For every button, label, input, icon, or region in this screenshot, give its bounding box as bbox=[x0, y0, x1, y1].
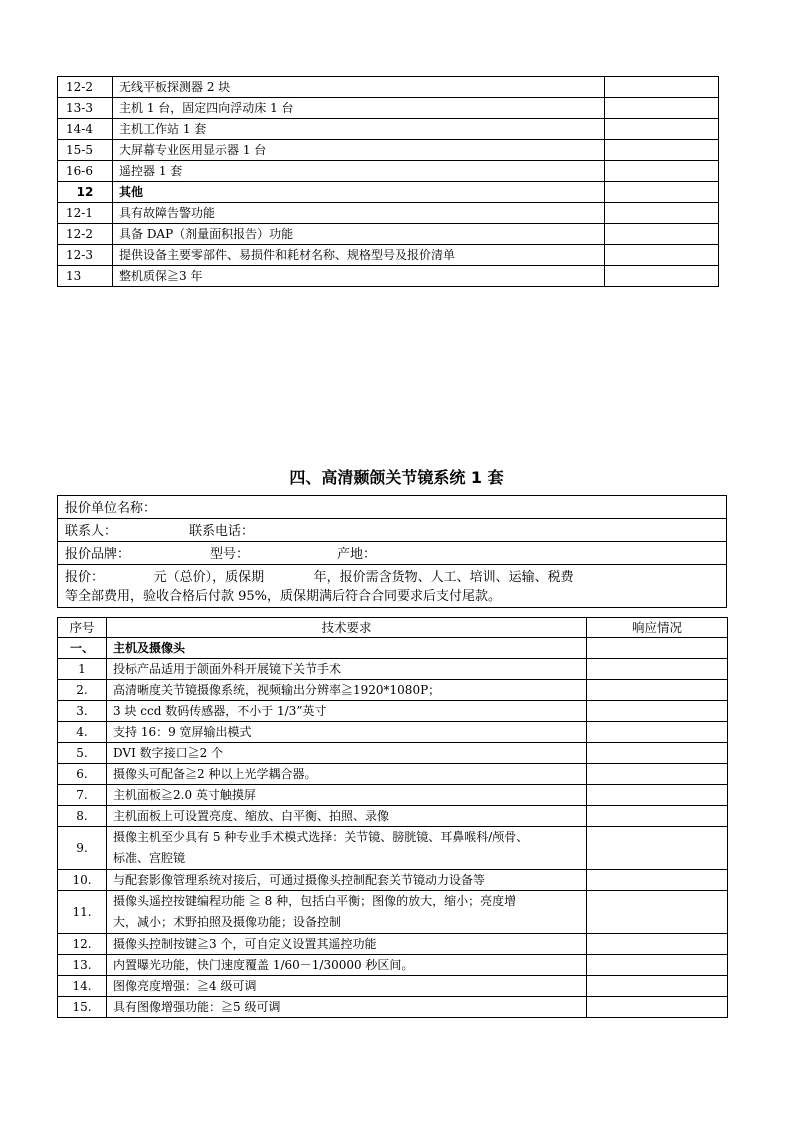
row-response-cell[interactable] bbox=[605, 119, 719, 140]
contact-label: 联系人： bbox=[65, 523, 118, 539]
spec-number: 10. bbox=[58, 870, 107, 891]
spec-response-cell[interactable] bbox=[587, 976, 728, 997]
row-text: 其他 bbox=[113, 182, 605, 203]
contact-cell[interactable] bbox=[58, 519, 727, 542]
quote-unit-row bbox=[58, 496, 727, 519]
quote-unit-cell[interactable] bbox=[58, 496, 727, 519]
table-row bbox=[58, 827, 728, 870]
table-row bbox=[58, 955, 728, 976]
tech-spec-table bbox=[57, 617, 728, 1018]
table-row bbox=[58, 870, 728, 891]
table-row bbox=[58, 785, 728, 806]
brand-label: 报价品牌： bbox=[65, 546, 131, 562]
requirement-line: 摄像头遥控按键编程功能 ≧ 8 种，包括白平衡；图像的放大，缩小；亮度增 bbox=[113, 894, 517, 908]
row-response-cell[interactable] bbox=[605, 161, 719, 182]
spec-response-cell[interactable] bbox=[587, 891, 728, 934]
row-number: 12-3 bbox=[58, 245, 113, 266]
spec-number: 6. bbox=[58, 764, 107, 785]
model-label: 型号： bbox=[210, 546, 250, 562]
row-number: 16-6 bbox=[58, 161, 113, 182]
requirement-line: 与配套影像管理系统对接后，可通过摄像头控制配套关节镜动力设备等 bbox=[113, 872, 486, 887]
table-row bbox=[58, 203, 719, 224]
group-title: 主机及摄像头 bbox=[107, 638, 587, 659]
header-requirement: 技术要求 bbox=[107, 618, 587, 638]
spec-response-cell[interactable] bbox=[587, 827, 728, 870]
spec-number: 12. bbox=[58, 934, 107, 955]
table-row bbox=[58, 934, 728, 955]
table-row bbox=[58, 161, 719, 182]
origin-label: 产地： bbox=[337, 546, 377, 562]
spec-requirement bbox=[107, 891, 587, 934]
spec-requirement bbox=[107, 934, 587, 955]
row-number: 13-3 bbox=[58, 98, 113, 119]
table-row bbox=[58, 182, 719, 203]
row-response-cell[interactable] bbox=[605, 182, 719, 203]
group-response-cell[interactable] bbox=[587, 638, 728, 659]
requirement-line: 摄像主机至少具有 5 种专业手术模式选择：关节镜、膀胱镜、耳鼻喉科/颅骨、 bbox=[113, 830, 529, 844]
row-text: 无线平板探测器 2 块 bbox=[113, 77, 605, 98]
table-row bbox=[58, 806, 728, 827]
table-row bbox=[58, 140, 719, 161]
spec-requirement bbox=[107, 785, 587, 806]
spec-requirement bbox=[107, 955, 587, 976]
table-row bbox=[58, 98, 719, 119]
section-title: 四、高清颞颌关节镜系统 1 套 bbox=[289, 468, 504, 487]
row-response-cell[interactable] bbox=[605, 77, 719, 98]
table-row bbox=[58, 891, 728, 934]
contact-row bbox=[58, 519, 727, 542]
row-number: 12 bbox=[58, 182, 113, 203]
spec-number: 11. bbox=[58, 891, 107, 934]
spec-response-cell[interactable] bbox=[587, 806, 728, 827]
spec-number: 1 bbox=[58, 659, 107, 680]
row-number: 15-5 bbox=[58, 140, 113, 161]
spec-response-cell[interactable] bbox=[587, 659, 728, 680]
requirement-line: 高清晰度关节镜摄像系统，视频输出分辨率≧1920*1080P； bbox=[113, 682, 441, 697]
row-number: 12-2 bbox=[58, 77, 113, 98]
phone-label: 联系电话： bbox=[189, 523, 255, 539]
requirement-line: 支持 16：9 宽屏输出模式 bbox=[113, 724, 252, 739]
table-row bbox=[58, 266, 719, 287]
requirement-line: 摄像头控制按键≧3 个，可自定义设置其遥控功能 bbox=[113, 936, 377, 951]
row-text: 具有故障告警功能 bbox=[113, 203, 605, 224]
header-num: 序号 bbox=[58, 618, 107, 638]
row-text: 主机工作站 1 套 bbox=[113, 119, 605, 140]
spec-response-cell[interactable] bbox=[587, 934, 728, 955]
row-text: 整机质保≧3 年 bbox=[113, 266, 605, 287]
spec-response-cell[interactable] bbox=[587, 680, 728, 701]
table-row bbox=[58, 997, 728, 1018]
row-number: 13 bbox=[58, 266, 113, 287]
spec-number: 7. bbox=[58, 785, 107, 806]
spec-requirement bbox=[107, 827, 587, 870]
row-number: 14-4 bbox=[58, 119, 113, 140]
spec-number: 15. bbox=[58, 997, 107, 1018]
price-line-2: 等全部费用，验收合格后付款 95%，质保期满后符合合同要求后支付尾款。 bbox=[65, 589, 502, 604]
table-row bbox=[58, 680, 728, 701]
spec-response-cell[interactable] bbox=[587, 997, 728, 1018]
brand-cell[interactable] bbox=[58, 542, 727, 565]
spec-requirement bbox=[107, 870, 587, 891]
requirement-line: 主机面板≧2.0 英寸触摸屏 bbox=[113, 787, 256, 802]
spec-group-row bbox=[58, 638, 728, 659]
row-text: 遥控器 1 套 bbox=[113, 161, 605, 182]
spec-header-row bbox=[58, 618, 728, 638]
spec-response-cell[interactable] bbox=[587, 870, 728, 891]
requirement-line: DVI 数字接口≧2 个 bbox=[113, 745, 224, 760]
equipment-config-table bbox=[57, 76, 719, 287]
spec-requirement bbox=[107, 659, 587, 680]
spec-response-cell[interactable] bbox=[587, 701, 728, 722]
table-row bbox=[58, 224, 719, 245]
quote-unit-label: 报价单位名称： bbox=[65, 500, 157, 516]
spec-requirement bbox=[107, 722, 587, 743]
quote-info-table bbox=[57, 495, 727, 608]
spec-requirement bbox=[107, 764, 587, 785]
row-text: 提供设备主要零部件、易损件和耗材名称、规格型号及报价清单 bbox=[113, 245, 605, 266]
spec-response-cell[interactable] bbox=[587, 955, 728, 976]
price-cell[interactable] bbox=[58, 565, 727, 608]
table-row bbox=[58, 659, 728, 680]
table-row bbox=[58, 976, 728, 997]
spec-number: 13. bbox=[58, 955, 107, 976]
table-row bbox=[58, 77, 719, 98]
row-response-cell[interactable] bbox=[605, 98, 719, 119]
spec-number: 4. bbox=[58, 722, 107, 743]
brand-row bbox=[58, 542, 727, 565]
requirement-line: 标准、宫腔镜 bbox=[113, 851, 186, 865]
row-number: 12-1 bbox=[58, 203, 113, 224]
table-row bbox=[58, 764, 728, 785]
row-response-cell[interactable] bbox=[605, 266, 719, 287]
group-num: 一、 bbox=[58, 638, 107, 659]
spec-requirement bbox=[107, 680, 587, 701]
requirement-line: 投标产品适用于颌面外科开展镜下关节手术 bbox=[113, 661, 342, 676]
row-number: 12-2 bbox=[58, 224, 113, 245]
spec-number: 3. bbox=[58, 701, 107, 722]
table-row bbox=[58, 701, 728, 722]
requirement-line: 内置曝光功能，快门速度覆盖 1/60－1/30000 秒区间。 bbox=[113, 957, 414, 972]
table-row bbox=[58, 245, 719, 266]
price-row bbox=[58, 565, 727, 608]
table-row bbox=[58, 119, 719, 140]
requirement-line: 3 块 ccd 数码传感器，不小于 1/3”英寸 bbox=[113, 703, 327, 718]
price-line-1: 报价： 元（总价），质保期 年，报价需含货物、人工、培训、运输、税费 bbox=[65, 570, 574, 585]
header-response: 响应情况 bbox=[587, 618, 728, 638]
requirement-line: 摄像头可配备≧2 种以上光学耦合器。 bbox=[113, 766, 317, 781]
table-row bbox=[58, 722, 728, 743]
spec-response-cell[interactable] bbox=[587, 785, 728, 806]
spec-response-cell[interactable] bbox=[587, 743, 728, 764]
spec-requirement bbox=[107, 743, 587, 764]
spec-requirement bbox=[107, 701, 587, 722]
row-text: 主机 1 台，固定四向浮动床 1 台 bbox=[113, 98, 605, 119]
spec-number: 9. bbox=[58, 827, 107, 870]
spec-requirement bbox=[107, 976, 587, 997]
row-text: 大屏幕专业医用显示器 1 台 bbox=[113, 140, 605, 161]
spec-response-cell[interactable] bbox=[587, 722, 728, 743]
table-row bbox=[58, 743, 728, 764]
spec-requirement bbox=[107, 806, 587, 827]
spec-response-cell[interactable] bbox=[587, 764, 728, 785]
spec-number: 5. bbox=[58, 743, 107, 764]
spec-number: 8. bbox=[58, 806, 107, 827]
row-response-cell[interactable] bbox=[605, 245, 719, 266]
spec-requirement bbox=[107, 997, 587, 1018]
requirement-line: 主机面板上可设置亮度、缩放、白平衡、拍照、录像 bbox=[113, 808, 390, 823]
spec-number: 2. bbox=[58, 680, 107, 701]
row-text: 具备 DAP（剂量面积报告）功能 bbox=[113, 224, 605, 245]
row-response-cell[interactable] bbox=[605, 140, 719, 161]
row-response-cell[interactable] bbox=[605, 224, 719, 245]
spec-number: 14. bbox=[58, 976, 107, 997]
row-response-cell[interactable] bbox=[605, 203, 719, 224]
requirement-line: 具有图像增强功能：≧5 级可调 bbox=[113, 999, 281, 1014]
requirement-line: 图像亮度增强：≧4 级可调 bbox=[113, 978, 257, 993]
requirement-line: 大，减小；术野拍照及摄像功能；设备控制 bbox=[113, 915, 342, 929]
